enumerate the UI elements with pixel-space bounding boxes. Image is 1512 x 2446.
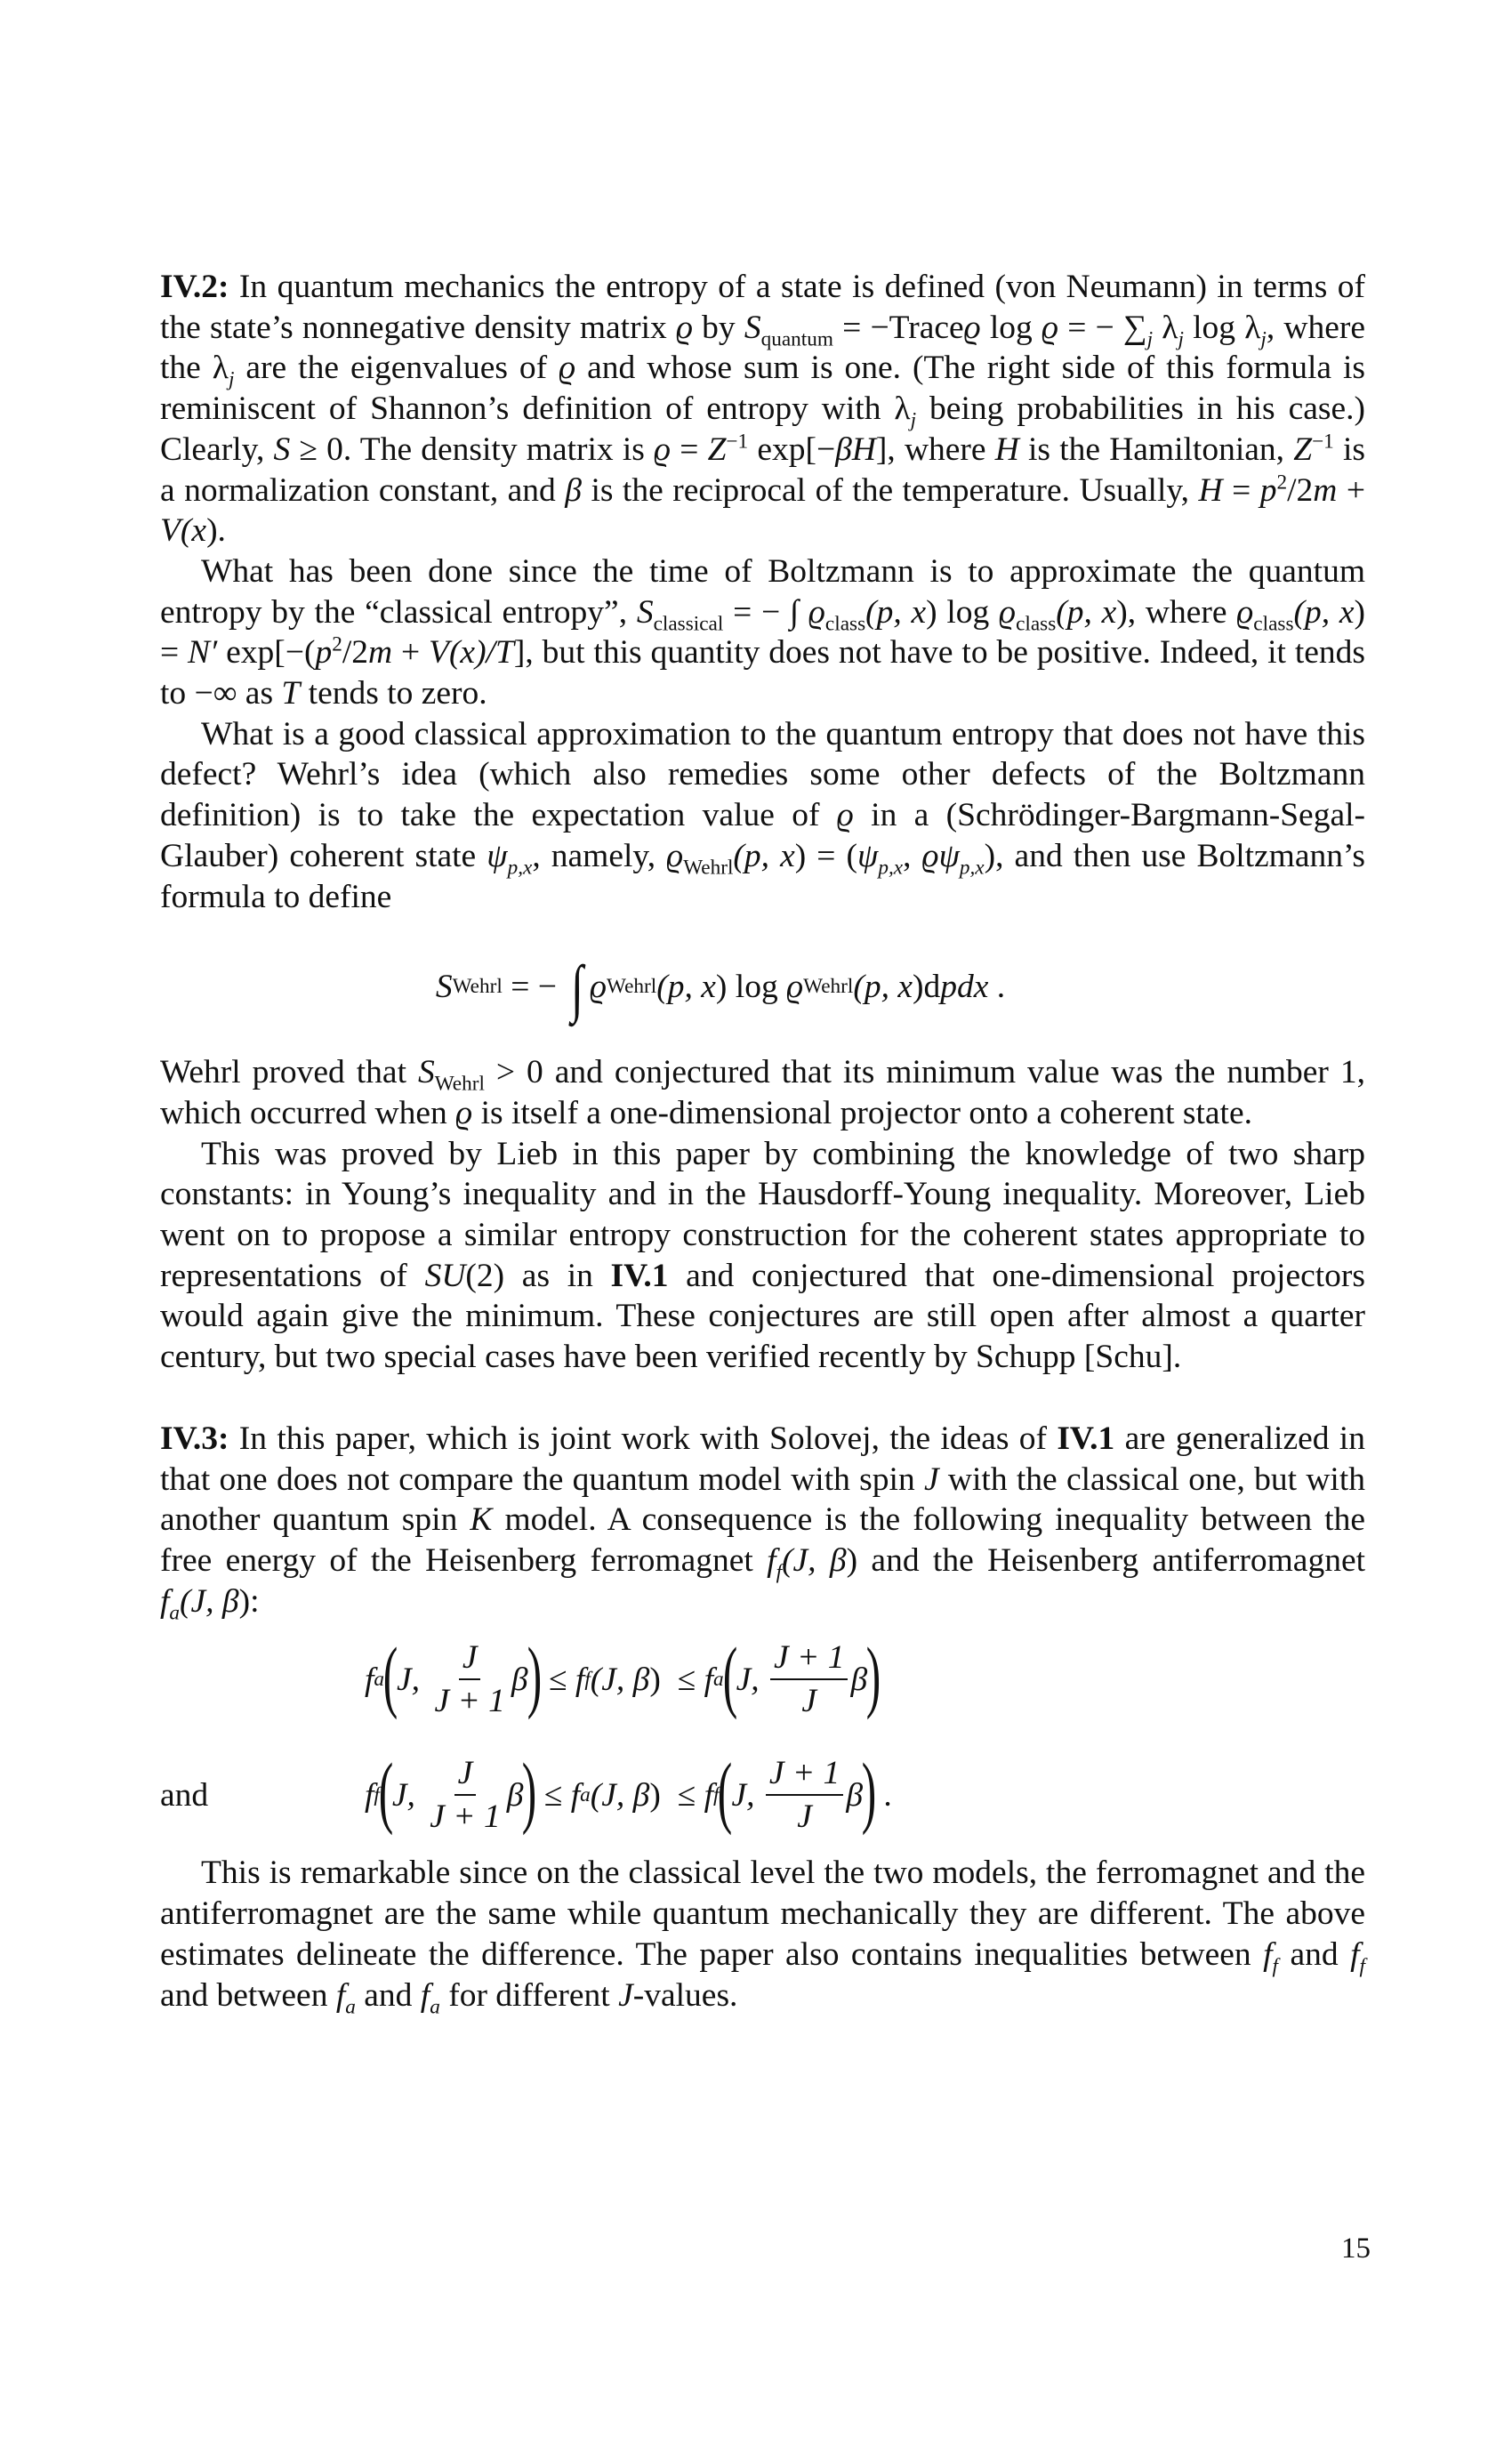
section-iv2-paragraph-5: This was proved by Lieb in this paper by combining the knowledge of two sharp constants: in Young’s inequality and in the Hausdorff-Young inequality. Moreover, Lieb went on to propose a similar entropy construction for the coherent states appropriate to representations of SU(2) as in IV.1 and conjectured that one-dimensional projectors would again give the minimum. These conjectures are still open after almost a quarter century, but two special cases have been verified recently by Schupp [Schu].	[160, 1135, 1365, 1376]
wehrl-entropy-equation: S Wehrl = − ∫ ϱ Wehrl (p, x ) log ϱ Wehrl (p, x )d pdx .	[435, 952, 1006, 1024]
fraction: $\frac{J}{J + 1}$	[434, 1639, 505, 1720]
section-iv3-paragraph-2: This is remarkable since on the classical level the two models, the ferromagnet and the antiferromagnet are the same while quantum mechanically they are different. The above estimates delineate the difference. The paper also contains inequalities between $f_f$ and $f_f$ and between $f_a$ and $f_a$ for different J-values.	[160, 1855, 1365, 2018]
section-iv3-paragraph-1: IV.3: In this paper, which is joint work with Solovej, the ideas of IV.1 are generalized in that one does not compare the quantum model with spin J with the classical one, but with another quantum spin K model. A consequence is the following inequality between the free energy of the Heisenberg ferromagnet $f_f(J$, β) and the Heisenberg antiferromagnet $f_a(J$, β):	[160, 1420, 1366, 1625]
section-iv2-paragraph-4: Wehrl proved that $S_{Wehrl} > 0$ and conjectured that its minimum value was the number 1, which occurred when ϱ is itself a one-dimensional projector onto a coherent state.	[160, 1054, 1365, 1131]
page-body	[160, 267, 1365, 2016]
fraction: $\frac{J + 1}{J}$	[766, 1754, 843, 1836]
inequality-1: f a ( J, $\frac{J}{J + 1}$ β ) ≤ f f (J, β ) ≤ f a ( J, $\frac{J + 1}{J}$ β )	[365, 1631, 881, 1720]
fraction: $\frac{J}{J + 1}$	[430, 1755, 501, 1836]
section-iv2-paragraph-3: What is a good classical approximation to the quantum entropy that does not have this defect? Wehrl’s idea (which also remedies some other defects of the Boltzmann definition) is to take the expectation value of ϱ in a (Schrödinger-Bargmann-Segal-Glauber) coherent state $\psi_{p,x}$, namely, $ϱ_{Wehrl}(p$, $x) = (\psi_{p,x}$, $ϱ\psi_{p,x}$), and then use Boltzmann’s formula to define	[160, 715, 1366, 915]
section-iv2-paragraph-2: What has been done since the time of Boltzmann is to approximate the quantum entropy by the “classical entropy”, $S_{classical}$ = − ∫ $ϱ_{class}(p$, x) $\log ϱ_{class}(p$, x), where $ϱ_{class}(p$, x) = N′ $\exp[-(p^2/2m + V(x)/T]$, but this quantity does not have to be positive. Indeed, it tends to −∞ as T tends to zero.	[160, 552, 1366, 712]
section-label-iv3: IV.3:	[160, 1420, 229, 1457]
fraction: $\frac{J + 1}{J}$	[770, 1638, 848, 1720]
integral-sign: ∫	[571, 952, 584, 1024]
page-number: 15	[1341, 2233, 1371, 2265]
section-label-iv2: IV.2:	[160, 269, 229, 305]
and-label: and	[160, 1776, 209, 1814]
inequality-2: and f f ( J, $\frac{J}{J + 1}$ β ) ≤ f a (J, β ) ≤ f f ( J, $\frac{J + 1}{J}$ β ) .	[160, 1747, 892, 1836]
section-iv2-paragraph-1: IV.2: In quantum mechanics the entropy of a state is defined (von Neumann) in terms of the state’s nonnegative density matrix ϱ by $S_{quantum}$ = −Traceϱ log ϱ = − $\sum_j$ $\lambda_j$ $\log \lambda_j$, where the $\lambda_j$ are the eigenvalues of ϱ and whose sum is one. (The right side of this formula is reminiscent of Shannon’s definition of entropy with $\lambda_j$ being probabilities in his case.) Clearly, S ≥ 0. The density matrix is $ϱ = Z^{-1}$ exp[−βH], where H is the Hamiltonian, $Z^{-1}$ is a normalization constant, and β is the reciprocal of the temperature. Usually, $H = p^2/2m + V(x)$.	[160, 269, 1366, 550]
